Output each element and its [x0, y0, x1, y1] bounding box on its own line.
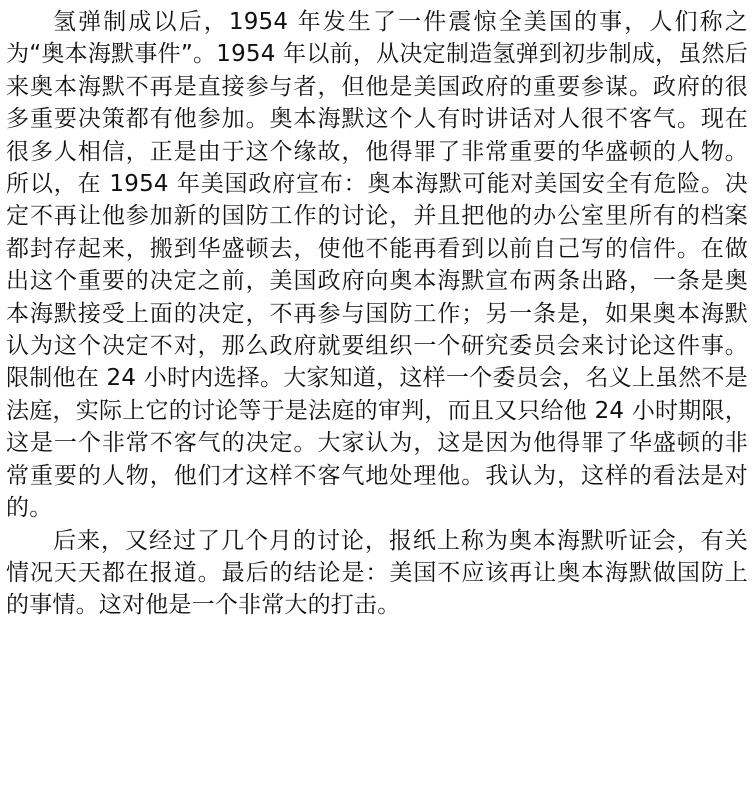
- document-page: [6, 6, 748, 622]
- paragraph-1: 氢弹制成以后，1954 年发生了一件震惊全美国的事，人们称之为“奥本海默事件”。1954 年以前，从决定制造氢弹到初步制成，虽然后来奥本海默不再是直接参与者，但他是美国政府的重要参谋。政府的很多重要决策都有他参加。奥本海默这个人有时讲话对人很不客气。现在很多人相信，正是由于这个缘故，他得罪了非常重要的华盛顿的人物。所以，在 1954 年美国政府宣布：奥本海默可能对美国安全有危险。决定不再让他参加新的国防工作的讨论，并且把他的办公室里所有的档案都封存起来，搬到华盛顿去，使他不能再看到以前自己写的信件。在做出这个重要的决定之前，美国政府向奥本海默宣布两条出路，一条是奥本海默接受上面的决定，不再参与国防工作；另一条是，如果奥本海默认为这个决定不对，那么政府就要组织一个研究委员会来讨论这件事。限制他在 24 小时内选择。大家知道，这样一个委员会，名义上虽然不是法庭，实际上它的讨论等于是法庭的审判，而且又只给他 24 小时期限，这是一个非常不客气的决定。大家认为，这是因为他得罪了华盛顿的非常重要的人物，他们才这样不客气地处理他。我认为，这样的看法是对的。: [6, 9, 748, 522]
- paragraph-2: 后来，又经过了几个月的讨论，报纸上称为奥本海默听证会，有关情况天天都在报道。最后的结论是：美国不应该再让奥本海默做国防上的事情。这对他是一个非常大的打击。: [6, 527, 748, 619]
